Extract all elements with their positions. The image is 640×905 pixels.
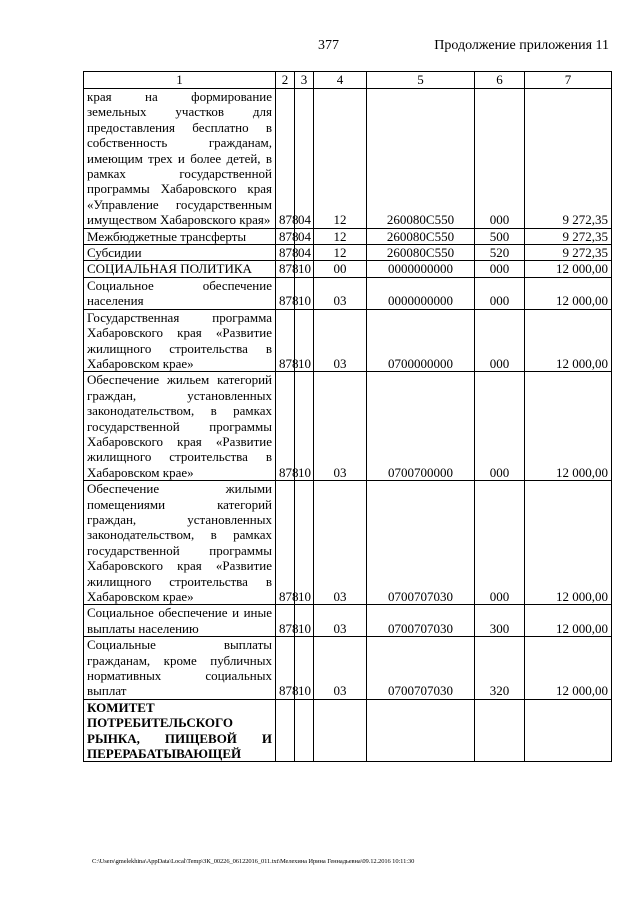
amount-cell: 12 000,00: [525, 372, 612, 481]
amount-cell: 9 272,35: [525, 89, 612, 229]
amount-cell: 12 000,00: [525, 481, 612, 605]
table-row: [84, 261, 612, 277]
row-name-cell: Обеспечение жилыми помещениями категорий граждан, установленных законодательством, в рамках государственной программы Хабаровского края «Развитие жилищного строительства в Хабаровском крае»: [84, 481, 276, 605]
table-row: [84, 309, 612, 372]
subsection-code-cell: 03: [314, 309, 367, 372]
subsection-code-cell: 03: [314, 277, 367, 309]
row-name-cell: Межбюджетные трансферты: [84, 228, 276, 244]
target-article-cell: 260080С550: [367, 245, 475, 261]
budget-table: [83, 71, 612, 762]
footer-file-path: C:\Users\gmelekhina\AppData\Local\Temp\ЗК_00226_06122016_011.txt\Мелехина Ирина Геннадьевна\09.12.2016 10:11:30: [92, 858, 415, 865]
section-code-cell: 10: [295, 261, 314, 277]
table-row: [84, 372, 612, 481]
target-article-cell: 0700000000: [367, 309, 475, 372]
section-code-cell: 10: [295, 481, 314, 605]
expense-type-cell: 000: [475, 481, 525, 605]
expense-type-cell: 500: [475, 228, 525, 244]
table-row: [84, 699, 612, 762]
column-header: 4: [314, 72, 367, 89]
admin-code-cell: [276, 699, 295, 762]
expense-type-cell: 000: [475, 372, 525, 481]
column-header: 7: [525, 72, 612, 89]
subsection-code-cell: 12: [314, 245, 367, 261]
table-row: [84, 228, 612, 244]
row-name-cell: Государственная программа Хабаровского края «Развитие жилищного строительства в Хабаровском крае»: [84, 309, 276, 372]
section-code-cell: 04: [295, 228, 314, 244]
target-article-cell: 0700700000: [367, 372, 475, 481]
appendix-continuation-header: Продолжение приложения 11: [434, 38, 609, 53]
row-name-cell: СОЦИАЛЬНАЯ ПОЛИТИКА: [84, 261, 276, 277]
amount-cell: [525, 699, 612, 762]
admin-code-cell: 878: [276, 228, 295, 244]
table-row: [84, 481, 612, 605]
table-row: [84, 245, 612, 261]
admin-code-cell: 878: [276, 372, 295, 481]
admin-code-cell: 878: [276, 637, 295, 700]
admin-code-cell: 878: [276, 309, 295, 372]
subsection-code-cell: 00: [314, 261, 367, 277]
row-name-cell: Социальное обеспечение и иные выплаты населению: [84, 605, 276, 637]
table-row: [84, 277, 612, 309]
section-code-cell: 10: [295, 605, 314, 637]
row-name-cell: Социальное обеспечение населения: [84, 277, 276, 309]
subsection-code-cell: [314, 699, 367, 762]
admin-code-cell: 878: [276, 277, 295, 309]
target-article-cell: [367, 699, 475, 762]
amount-cell: 9 272,35: [525, 228, 612, 244]
expense-type-cell: 000: [475, 277, 525, 309]
row-name-cell: КОМИТЕТ ПОТРЕБИТЕЛЬСКОГО РЫНКА, ПИЩЕВОЙ И ПЕРЕРАБАТЫВАЮЩЕЙ: [84, 699, 276, 762]
target-article-cell: 0000000000: [367, 277, 475, 309]
target-article-cell: 260080С550: [367, 89, 475, 229]
section-code-cell: 10: [295, 309, 314, 372]
table-row: [84, 605, 612, 637]
row-name-cell: края на формирование земельных участков для предоставления бесплатно в собственность гражданам, имеющим трех и более детей, в рамках государственной программы Хабаровского края «Управление государственным имуществом Хабаровского края»: [84, 89, 276, 229]
target-article-cell: 0700707030: [367, 481, 475, 605]
section-code-cell: 10: [295, 277, 314, 309]
column-header: 1: [84, 72, 276, 89]
subsection-code-cell: 03: [314, 637, 367, 700]
expense-type-cell: 320: [475, 637, 525, 700]
admin-code-cell: 878: [276, 261, 295, 277]
section-code-cell: 10: [295, 637, 314, 700]
target-article-cell: 0700707030: [367, 637, 475, 700]
amount-cell: 12 000,00: [525, 605, 612, 637]
column-header: 6: [475, 72, 525, 89]
amount-cell: 9 272,35: [525, 245, 612, 261]
expense-type-cell: 520: [475, 245, 525, 261]
subsection-code-cell: 12: [314, 89, 367, 229]
subsection-code-cell: 03: [314, 481, 367, 605]
subsection-code-cell: 12: [314, 228, 367, 244]
expense-type-cell: 000: [475, 261, 525, 277]
target-article-cell: 0000000000: [367, 261, 475, 277]
section-code-cell: 04: [295, 245, 314, 261]
amount-cell: 12 000,00: [525, 261, 612, 277]
page-number: 377: [318, 38, 339, 53]
target-article-cell: 260080С550: [367, 228, 475, 244]
subsection-code-cell: 03: [314, 372, 367, 481]
row-name-cell: Обеспечение жильем категорий граждан, установленных законодательством, в рамках государственной программы Хабаровского края «Развитие жилищного строительства в Хабаровском крае»: [84, 372, 276, 481]
admin-code-cell: 878: [276, 89, 295, 229]
table-body: [84, 72, 612, 762]
admin-code-cell: 878: [276, 605, 295, 637]
row-name-cell: Субсидии: [84, 245, 276, 261]
expense-type-cell: 000: [475, 309, 525, 372]
expense-type-cell: [475, 699, 525, 762]
column-header: 5: [367, 72, 475, 89]
admin-code-cell: 878: [276, 245, 295, 261]
table-row: [84, 637, 612, 700]
section-code-cell: 04: [295, 89, 314, 229]
section-code-cell: 10: [295, 372, 314, 481]
expense-type-cell: 000: [475, 89, 525, 229]
column-header: 2: [276, 72, 295, 89]
row-name-cell: Социальные выплаты гражданам, кроме публичных нормативных социальных выплат: [84, 637, 276, 700]
subsection-code-cell: 03: [314, 605, 367, 637]
column-header: 3: [295, 72, 314, 89]
table-header-row: [84, 72, 612, 89]
amount-cell: 12 000,00: [525, 277, 612, 309]
amount-cell: 12 000,00: [525, 309, 612, 372]
admin-code-cell: 878: [276, 481, 295, 605]
table-row: [84, 89, 612, 229]
target-article-cell: 0700707030: [367, 605, 475, 637]
section-code-cell: [295, 699, 314, 762]
expense-type-cell: 300: [475, 605, 525, 637]
amount-cell: 12 000,00: [525, 637, 612, 700]
